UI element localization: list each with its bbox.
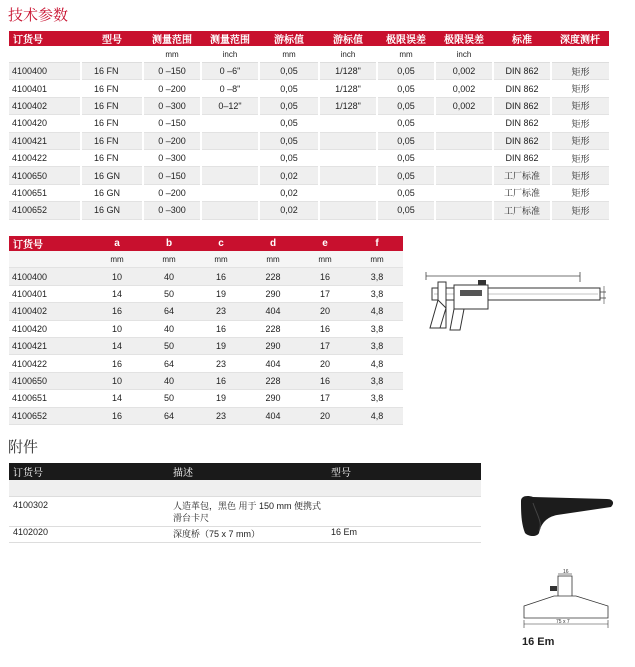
dimension-table-header [9,236,403,251]
spec-cell: 4100422 [9,149,81,166]
spec-cell: 16 FN [81,149,143,166]
dim-cell: 4,8 [351,355,403,372]
dim-row [9,268,403,285]
dimension-table [9,236,403,425]
page-title: 技术参数 [8,7,69,24]
acc-row [9,497,481,527]
spec-cell: 16 FN [81,97,143,114]
spec-cell: 0 –200 [143,184,201,201]
spec-cell: 0,05 [259,63,319,80]
spec-cell [319,167,377,184]
spec-cell [435,202,493,219]
spec-cell: 4100402 [9,97,81,114]
spec-cell: 0,002 [435,63,493,80]
acc-header-desc: 描述 [169,463,327,480]
acc-order: 4100302 [9,497,169,527]
spec-cell: 矩形 [551,115,609,132]
spec-unit-cell: mm [377,46,435,63]
spec-cell: 0,02 [259,202,319,219]
dim-cell: 3,8 [351,390,403,407]
spec-unit-cell: inch [435,46,493,63]
accessories-title: 附件 [8,439,39,456]
spec-cell: 0,05 [259,97,319,114]
dim-unit-row [9,251,403,268]
spec-cell: 4100650 [9,167,81,184]
spec-cell: 4100401 [9,80,81,97]
spec-cell: DIN 862 [493,97,551,114]
dim-cell: 40 [143,320,195,337]
spec-cell: 16 FN [81,132,143,149]
dim-cell: 4,8 [351,303,403,320]
spec-row [9,202,609,219]
dim-cell: 16 [91,355,143,372]
spec-unit-cell: mm [259,46,319,63]
spec-cell: 0,002 [435,80,493,97]
spec-row [9,132,609,149]
dim-row [9,303,403,320]
spec-cell [435,115,493,132]
spec-cell: 工厂标准 [493,202,551,219]
spec-row [9,167,609,184]
spec-cell: 0 –150 [143,167,201,184]
spec-cell: 矩形 [551,184,609,201]
dim-cell: 64 [143,355,195,372]
dim-cell: 3,8 [351,285,403,302]
spec-unit-cell: mm [143,46,201,63]
dim-header-cell: d [247,236,299,251]
spec-header-cell: 标准 [493,31,551,46]
dim-header-cell: e [299,236,351,251]
dim-cell: 16 [299,372,351,389]
spec-cell: 0 –300 [143,149,201,166]
spec-cell: 0,05 [377,63,435,80]
dim-cell: 228 [247,372,299,389]
spec-cell [319,184,377,201]
dim-cell: 3,8 [351,337,403,354]
dim-cell: 4100421 [9,337,91,354]
dim-cell: 64 [143,407,195,424]
dim-header-cell: c [195,236,247,251]
dim-cell: 4,8 [351,407,403,424]
dim-row [9,285,403,302]
spec-cell: 矩形 [551,97,609,114]
dim-cell: 50 [143,285,195,302]
dim-cell: 40 [143,268,195,285]
spec-cell: 0,05 [377,202,435,219]
dim-cell: 14 [91,337,143,354]
acc-header-order: 订货号 [9,463,169,480]
spec-cell: 1/128" [319,97,377,114]
spec-cell: 16 GN [81,184,143,201]
spec-cell: 矩形 [551,149,609,166]
spec-cell: 16 FN [81,115,143,132]
spec-cell [435,184,493,201]
spec-cell [435,149,493,166]
spec-cell: 0 –150 [143,115,201,132]
dim-unit-cell: mm [143,251,195,268]
spec-header-cell: 极限误差 [377,31,435,46]
spec-cell: DIN 862 [493,115,551,132]
spec-cell: 16 FN [81,63,143,80]
spec-header-cell: 型号 [81,31,143,46]
spec-cell: 0,05 [377,167,435,184]
spec-cell: 矩形 [551,63,609,80]
spec-unit-cell: inch [201,46,259,63]
spec-cell [201,202,259,219]
spec-cell: 16 GN [81,202,143,219]
dim-cell: 16 [91,407,143,424]
spec-cell: 4100651 [9,184,81,201]
dim-cell: 3,8 [351,372,403,389]
dim-unit-cell: mm [91,251,143,268]
spec-header-cell: 极限误差 [435,31,493,46]
dim-cell: 50 [143,337,195,354]
spec-cell [201,184,259,201]
dim-row [9,355,403,372]
dim-cell: 50 [143,390,195,407]
acc-header-model: 型号 [327,463,481,480]
spec-cell: 16 FN [81,80,143,97]
spec-cell: 0,05 [259,80,319,97]
depth-bridge-drawing [520,566,616,632]
dim-cell: 17 [299,337,351,354]
dim-cell: 19 [195,337,247,354]
dim-cell: 16 [195,268,247,285]
spec-cell: 0 –200 [143,132,201,149]
spec-cell: 工厂标准 [493,167,551,184]
spec-cell: 0,05 [377,97,435,114]
spec-cell: 矩形 [551,202,609,219]
dim-unit-cell [9,251,91,268]
spec-cell: 0,05 [259,149,319,166]
dim-cell: 4100651 [9,390,91,407]
spec-cell: 矩形 [551,132,609,149]
acc-model: 16 Em [327,527,481,543]
dim-unit-cell: mm [247,251,299,268]
dim-cell: 290 [247,390,299,407]
dim-cell: 290 [247,337,299,354]
dim-cell: 4100420 [9,320,91,337]
spec-unit-cell [9,46,81,63]
spec-cell: 0,002 [435,97,493,114]
spec-cell: 0 –200 [143,80,201,97]
dim-cell: 23 [195,303,247,320]
spec-cell: 0,02 [259,167,319,184]
spec-cell: 4100400 [9,63,81,80]
dim-cell: 404 [247,407,299,424]
dim-header-cell: f [351,236,403,251]
spec-cell: 1/128" [319,80,377,97]
dim-cell: 14 [91,390,143,407]
dim-unit-cell: mm [351,251,403,268]
spec-header-cell: 游标值 [319,31,377,46]
dim-row [9,390,403,407]
spec-cell [319,202,377,219]
spec-unit-cell [81,46,143,63]
spec-cell: 0,05 [377,132,435,149]
dim-unit-cell: mm [299,251,351,268]
dim-cell: 16 [91,303,143,320]
dim-cell: 4100650 [9,372,91,389]
caliper-drawing [420,268,610,348]
spec-cell: 0 –300 [143,97,201,114]
spec-cell: 0,05 [377,184,435,201]
dim-cell: 4100402 [9,303,91,320]
dim-row [9,320,403,337]
dim-cell: 4100652 [9,407,91,424]
spec-header-cell: 测量范围 [143,31,201,46]
dim-cell: 290 [247,285,299,302]
spec-header-cell: 游标值 [259,31,319,46]
dim-cell: 16 [195,372,247,389]
dim-row [9,407,403,424]
spec-cell [201,167,259,184]
dim-cell: 228 [247,268,299,285]
bridge-dim-top: 16 [563,569,569,575]
dim-cell: 228 [247,320,299,337]
spec-unit-row [9,46,609,63]
spec-cell: 4100420 [9,115,81,132]
dim-cell: 20 [299,303,351,320]
spec-cell: 0 –150 [143,63,201,80]
spec-unit-cell: inch [319,46,377,63]
dim-cell: 17 [299,285,351,302]
dim-unit-cell: mm [195,251,247,268]
dim-cell: 20 [299,355,351,372]
dim-cell: 10 [91,320,143,337]
acc-order: 4102020 [9,527,169,543]
spec-row [9,97,609,114]
dim-cell: 23 [195,407,247,424]
spec-header-cell: 深度测杆 [551,31,609,46]
dim-header-cell: 订货号 [9,236,91,251]
dim-cell: 23 [195,355,247,372]
dim-cell: 3,8 [351,268,403,285]
dim-cell: 404 [247,355,299,372]
spec-cell: 工厂标准 [493,184,551,201]
dim-cell: 64 [143,303,195,320]
spec-table-header [9,31,609,46]
dim-cell: 4100400 [9,268,91,285]
spec-cell [435,132,493,149]
bridge-dim-bottom: 75 x 7 [556,619,570,625]
dim-cell: 16 [195,320,247,337]
spec-cell: 4100421 [9,132,81,149]
dim-cell: 3,8 [351,320,403,337]
spec-cell: 0,05 [259,132,319,149]
spec-row [9,115,609,132]
spec-cell [319,132,377,149]
acc-desc: 人造革包，黑色 用于 150 mm 便携式滑台卡尺 [169,497,327,527]
spec-cell: 矩形 [551,80,609,97]
dim-cell: 4100401 [9,285,91,302]
spec-cell: DIN 862 [493,149,551,166]
spec-cell [201,132,259,149]
accessories-table [9,463,481,543]
acc-model [327,497,481,527]
dim-cell: 16 [299,268,351,285]
spec-table [9,31,609,220]
dim-cell: 404 [247,303,299,320]
acc-desc: 深度桥（75 x 7 mm） [169,527,327,543]
spec-cell: 0,05 [377,80,435,97]
spec-cell: 4100652 [9,202,81,219]
dim-row [9,372,403,389]
dim-header-cell: b [143,236,195,251]
spec-cell [201,149,259,166]
spec-cell: 0–12" [201,97,259,114]
depth-bridge-label: 16 Em [522,636,555,648]
spec-cell: DIN 862 [493,80,551,97]
spec-cell: 矩形 [551,167,609,184]
spec-cell [201,115,259,132]
spec-cell: 0 –300 [143,202,201,219]
dim-cell: 10 [91,372,143,389]
spec-cell: DIN 862 [493,63,551,80]
spec-cell: 0,02 [259,184,319,201]
dim-cell: 4100422 [9,355,91,372]
spec-cell: 0,05 [377,149,435,166]
spec-row [9,63,609,80]
spec-cell: DIN 862 [493,132,551,149]
dim-cell: 19 [195,390,247,407]
spec-unit-cell [493,46,551,63]
spec-row [9,184,609,201]
spec-row [9,80,609,97]
spec-cell: 0,05 [377,115,435,132]
spec-unit-cell [551,46,609,63]
spec-header-cell: 测量范围 [201,31,259,46]
dim-cell: 16 [299,320,351,337]
spec-cell: 16 GN [81,167,143,184]
dim-row [9,337,403,354]
acc-row [9,527,481,543]
dim-cell: 20 [299,407,351,424]
dim-cell: 17 [299,390,351,407]
dim-header-cell: a [91,236,143,251]
dim-cell: 10 [91,268,143,285]
spec-cell: 0,05 [259,115,319,132]
spec-cell: 1/128" [319,63,377,80]
spec-row [9,149,609,166]
spec-cell: 0 –6" [201,63,259,80]
leather-case-image [517,493,617,539]
spec-cell [319,115,377,132]
dim-cell: 19 [195,285,247,302]
spec-cell: 0 –8" [201,80,259,97]
spec-header-cell: 订货号 [9,31,81,46]
spec-cell [435,167,493,184]
spec-cell [319,149,377,166]
dim-cell: 40 [143,372,195,389]
dim-cell: 14 [91,285,143,302]
